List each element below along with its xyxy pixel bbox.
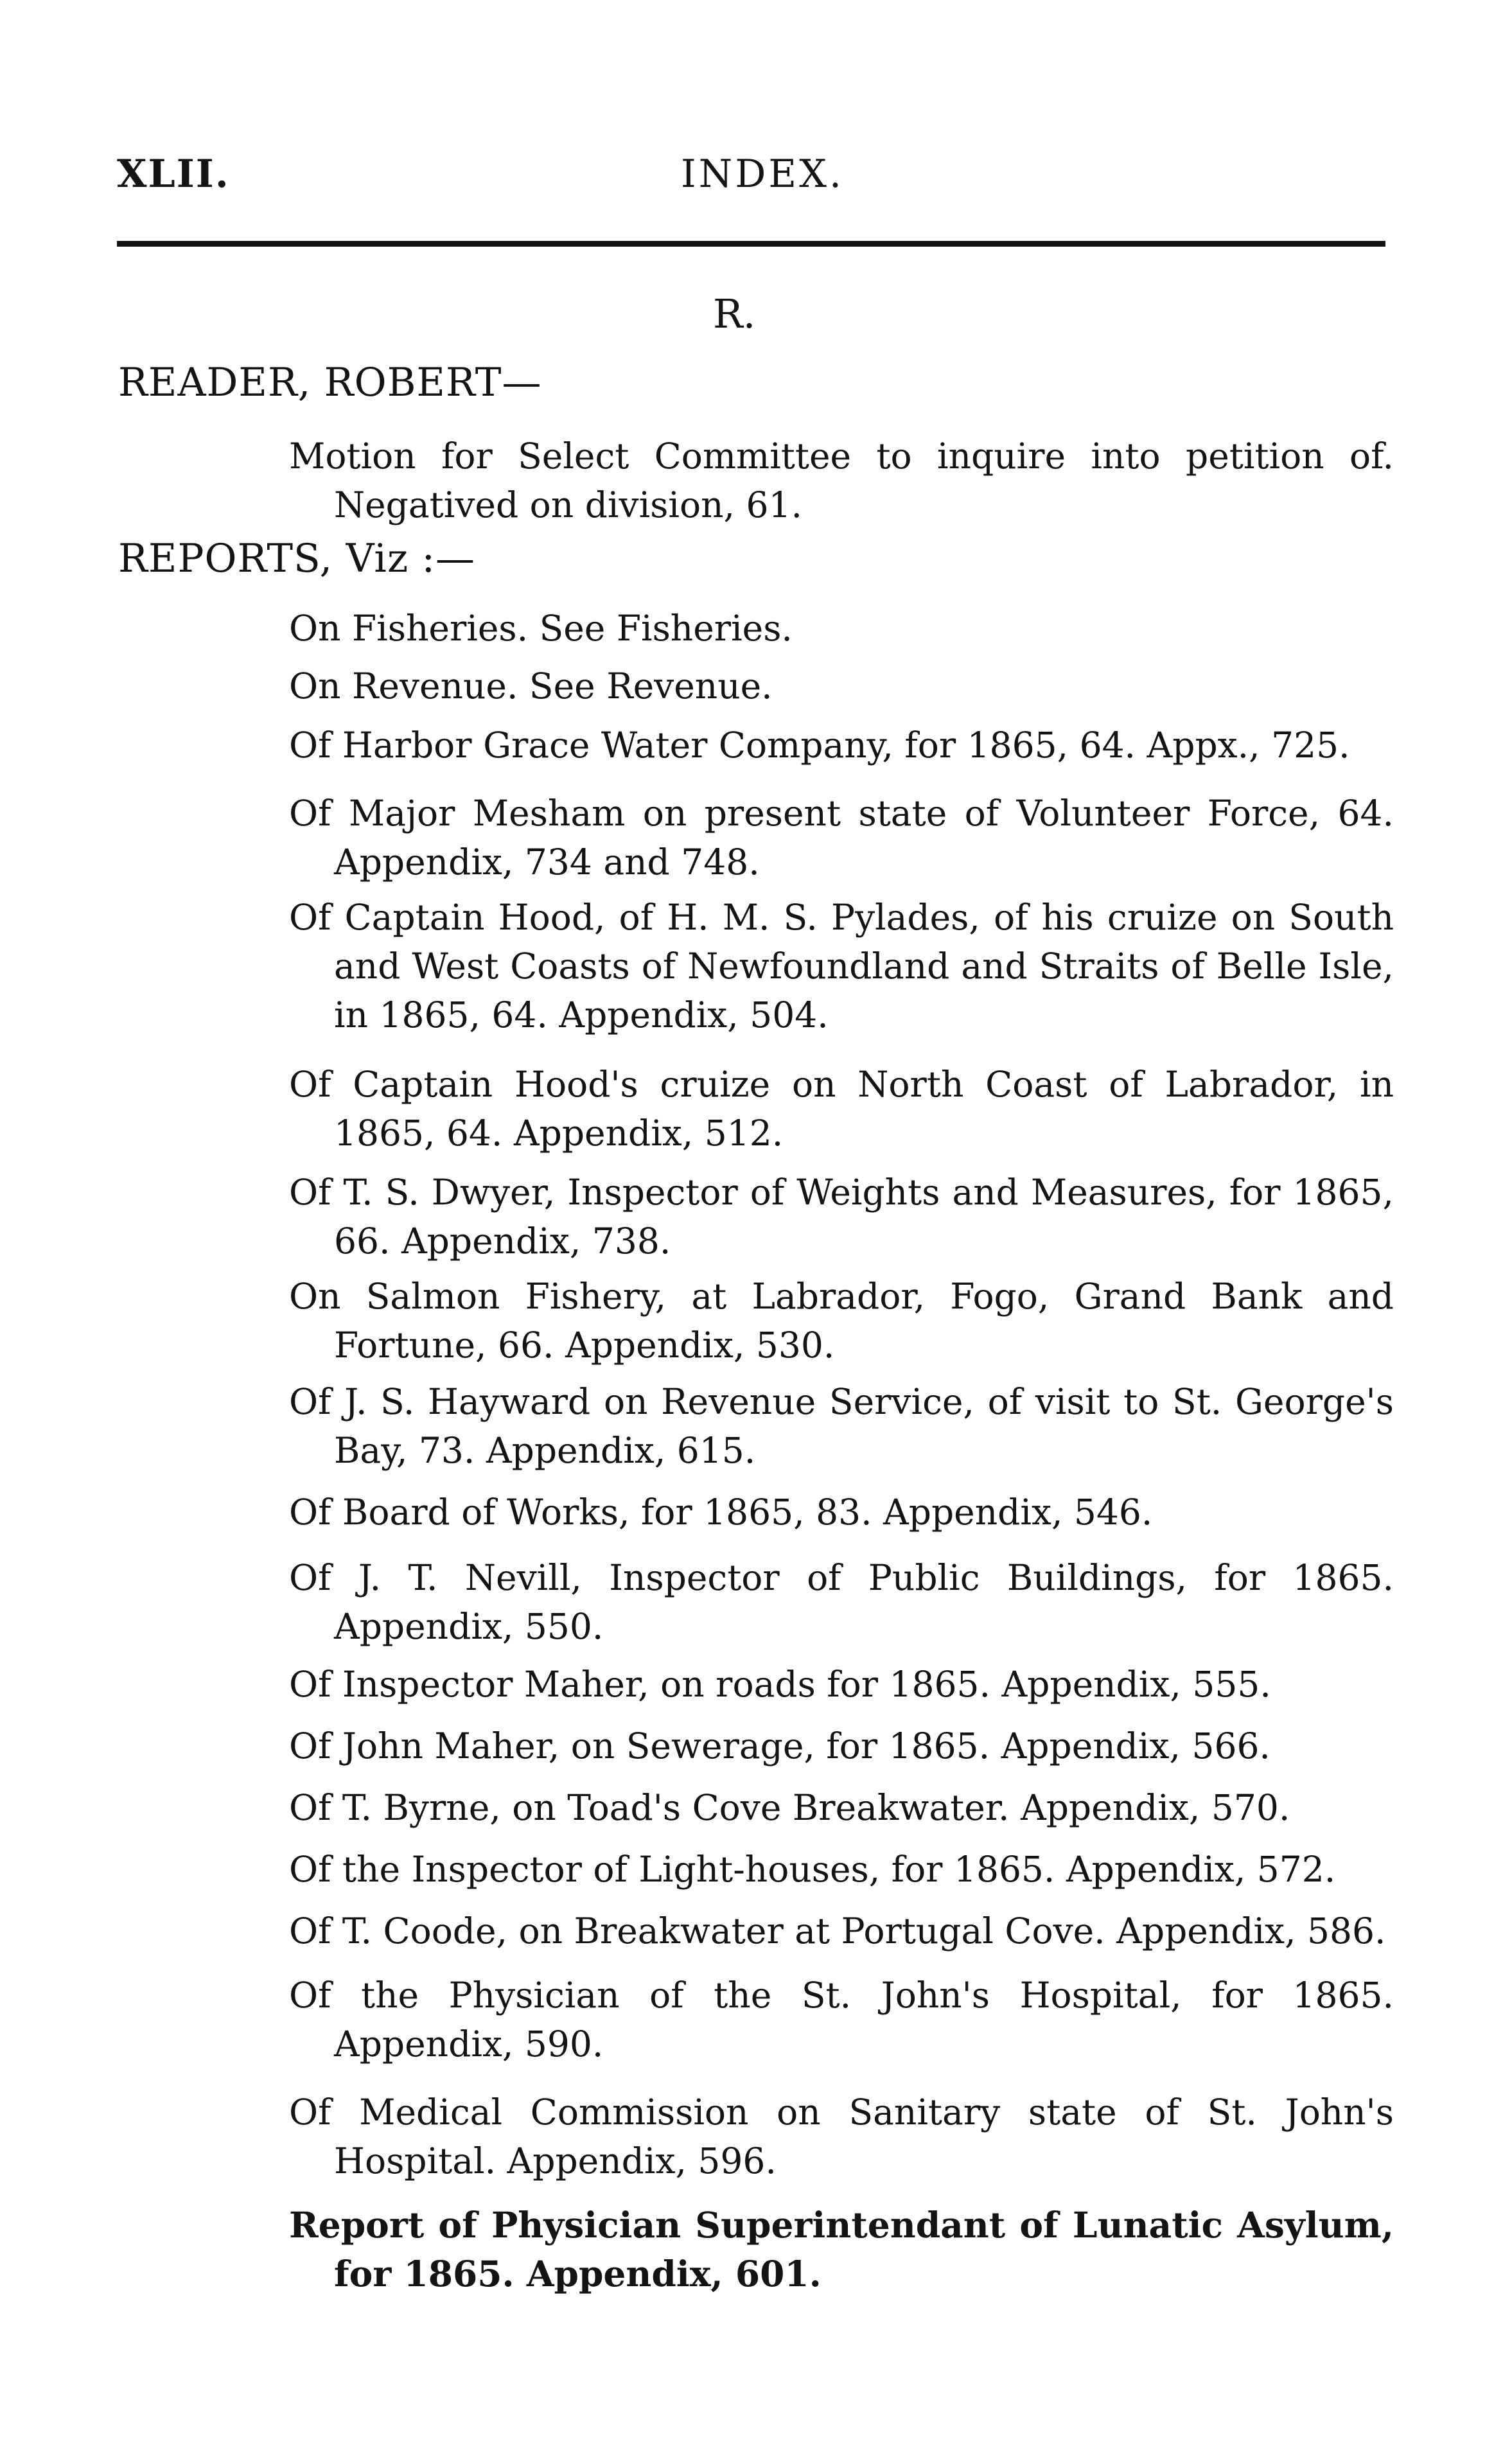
index-entry: Of John Maher, on Sewerage, for 1865. Appendix, 566. — [289, 1725, 1270, 1767]
index-entry: Of Captain Hood's cruize on North Coast of Labrador, in 1865, 64. Appendix, 512. — [289, 1064, 1394, 1154]
index-entry: Report of Physician Superintendant of Lunatic Asylum, for 1865. Appendix, 601. — [289, 2204, 1394, 2295]
index-entry: Of Inspector Maher, on roads for 1865. Appendix, 555. — [289, 1664, 1271, 1705]
index-entry: Of Medical Commission on Sanitary state of St. John's Hospital. Appendix, 596. — [289, 2092, 1394, 2181]
header-rule — [117, 241, 1385, 247]
index-entry: Of T. Byrne, on Toad's Cove Breakwater. Appendix, 570. — [289, 1787, 1290, 1828]
index-entry: Of T. Coode, on Breakwater at Portugal Cove. Appendix, 586. — [289, 1910, 1386, 1952]
index-entry: On Revenue. See Revenue. — [289, 665, 773, 707]
section-letter: R. — [713, 290, 756, 337]
index-entry: Of the Inspector of Light-houses, for 1865. Appendix, 572. — [289, 1849, 1336, 1890]
index-entry: Of Board of Works, for 1865, 83. Appendix, 546. — [289, 1492, 1153, 1533]
index-entry: Of Major Mesham on present state of Volunteer Force, 64. Appendix, 734 and 748. — [289, 793, 1394, 883]
index-entry: Of the Physician of the St. John's Hospital, for 1865. Appendix, 590. — [289, 1975, 1394, 2065]
index-entry: Of Harbor Grace Water Company, for 1865, 64. Appx., 725. — [289, 725, 1350, 766]
page-number: XLII. — [117, 152, 230, 197]
index-heading-reports: REPORTS, Viz :— — [118, 536, 476, 581]
index-heading-reader: READER, ROBERT— — [118, 360, 542, 405]
index-entry: Of Captain Hood, of H. M. S. Pylades, of his cruize on South and West Coasts of Newfoundland and Straits of Belle Isle, in 1865, 64. Appendix, 504. — [289, 897, 1394, 1036]
index-entry: On Fisheries. See Fisheries. — [289, 608, 793, 649]
index-entry: Of J. S. Hayward on Revenue Service, of visit to St. George's Bay, 73. Appendix, 615. — [289, 1381, 1394, 1471]
index-entry: On Salmon Fishery, at Labrador, Fogo, Grand Bank and Fortune, 66. Appendix, 530. — [289, 1276, 1394, 1366]
page-title: INDEX. — [681, 152, 844, 197]
index-entry: Of T. S. Dwyer, Inspector of Weights and Measures, for 1865, 66. Appendix, 738. — [289, 1172, 1394, 1262]
index-entry: Motion for Select Committee to inquire into petition of. Negatived on division, 61. — [289, 436, 1394, 525]
index-entry: Of J. T. Nevill, Inspector of Public Buildings, for 1865. Appendix, 550. — [289, 1557, 1394, 1647]
